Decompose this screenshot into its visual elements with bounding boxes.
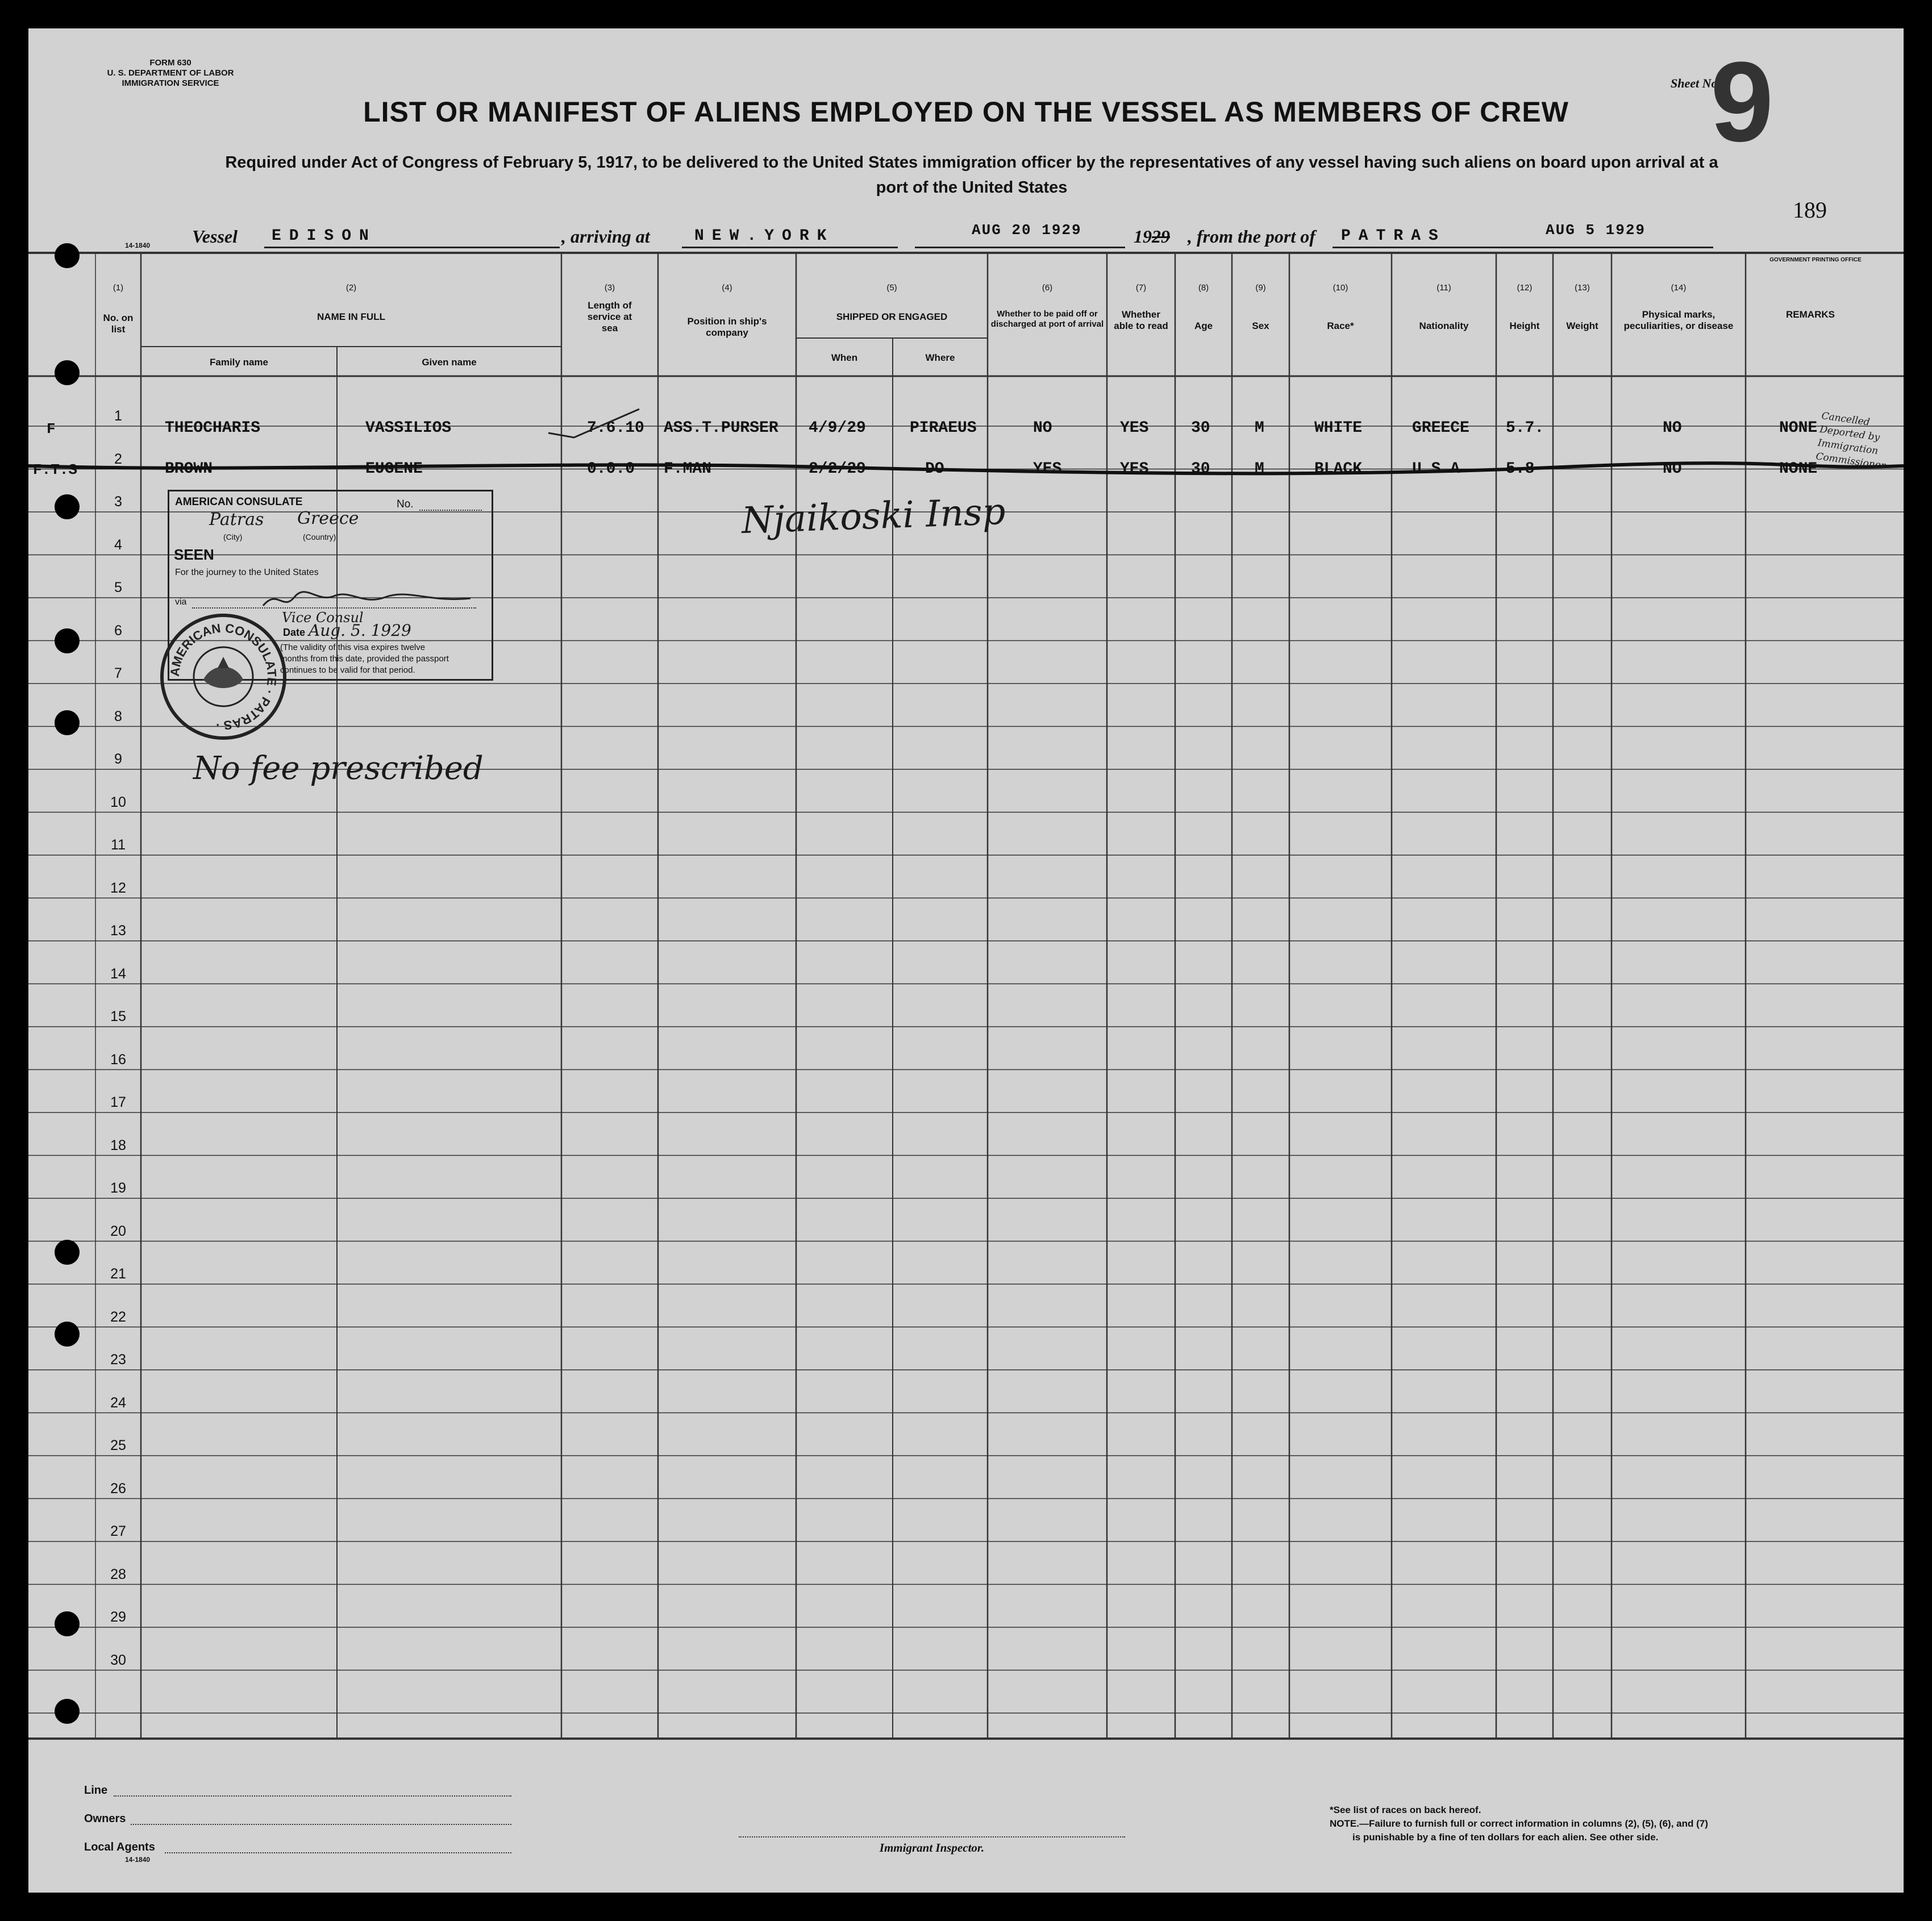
row-2-remarks: NONE xyxy=(1779,460,1818,478)
col-11-number: (11) xyxy=(1436,283,1451,293)
row-number: 23 xyxy=(110,1352,126,1368)
footer-agents-label: Local Agents xyxy=(84,1841,155,1853)
row-number: 17 xyxy=(110,1094,126,1110)
col-13-number: (13) xyxy=(1575,283,1590,293)
col-2-label: NAME IN FULL xyxy=(317,311,385,322)
sheet-label: Sheet No. xyxy=(1671,76,1721,90)
seal-text: AMERICAN CONSULATE · PATRAS · xyxy=(167,620,280,733)
stamp-date-label: Date xyxy=(283,627,306,638)
row-number: 9 xyxy=(114,751,122,767)
footer-owners-field xyxy=(131,1824,511,1825)
binder-hole xyxy=(55,494,80,519)
footer-owners-label: Owners xyxy=(84,1812,126,1825)
row-number: 12 xyxy=(110,880,126,896)
row-number: 5 xyxy=(114,580,122,595)
binder-hole xyxy=(55,628,80,653)
stamp-city-label: (City) xyxy=(223,532,243,541)
row-1-given-name: VASSILIOS xyxy=(365,419,452,437)
row-2-nationality: U.S.A xyxy=(1412,460,1460,478)
row-1-nationality: GREECE xyxy=(1412,419,1469,437)
stamp-consul-label: Vice Consul xyxy=(282,610,364,626)
form-number: FORM 630 xyxy=(149,58,191,68)
col-remarks-label: REMARKS xyxy=(1786,309,1835,320)
row-1-age: 30 xyxy=(1191,419,1210,437)
col-5-number: (5) xyxy=(886,283,897,293)
col-6-label: Whether to be paid off or discharged at port of arrival xyxy=(990,309,1104,329)
col-8-label: Age xyxy=(1194,320,1213,331)
col-14-label: Physical marks, peculiarities, or disease xyxy=(1623,309,1734,331)
inspector-field xyxy=(739,1836,1125,1837)
row-1-position: ASS.T.PURSER xyxy=(664,419,778,437)
row-number: 15 xyxy=(110,1009,126,1024)
consulate-seal xyxy=(160,614,286,740)
form-code: 14-1840 xyxy=(125,241,151,249)
stamp-via-label: via xyxy=(175,597,187,607)
col-7-number: (7) xyxy=(1135,283,1147,293)
page-number: 189 xyxy=(1793,197,1827,223)
subtitle-line-2: port of the United States xyxy=(876,178,1068,197)
stamp-validity-3: continues to be valid for that period. xyxy=(280,665,415,675)
footer-line-field xyxy=(114,1795,511,1797)
binder-hole xyxy=(55,1611,80,1636)
row-number: 30 xyxy=(110,1652,126,1668)
row-number: 11 xyxy=(111,837,126,853)
col-5-label: SHIPPED OR ENGAGED xyxy=(836,311,948,322)
stamp-no-line xyxy=(419,510,482,511)
row-2-service: 0.0.0 xyxy=(587,460,635,478)
inspector-signature: Njaikoski Insp xyxy=(740,490,1006,543)
row-number: 6 xyxy=(114,622,122,639)
col-3-number: (3) xyxy=(604,283,615,293)
department: U. S. DEPARTMENT OF LABOR xyxy=(107,68,234,78)
row-number: 29 xyxy=(110,1609,126,1625)
arriving-port: NEW.YORK xyxy=(694,227,835,245)
departure-date-stamp: AUG 5 1929 xyxy=(1546,222,1646,239)
gpo-note: GOVERNMENT PRINTING OFFICE xyxy=(1769,257,1862,263)
col-2-sub-family: Family name xyxy=(210,357,268,368)
stamp-heading: AMERICAN CONSULATE xyxy=(175,496,303,508)
row-1-service: 7.6.10 xyxy=(587,419,644,437)
row-number: 28 xyxy=(110,1566,126,1582)
col-13-label: Weight xyxy=(1566,320,1598,331)
row-number: 16 xyxy=(110,1051,126,1068)
row-number: 20 xyxy=(110,1223,126,1239)
fee-note: No fee prescribed xyxy=(193,750,484,787)
row-2-marks: NO xyxy=(1663,460,1682,478)
row-1-margin-mark: F xyxy=(47,420,56,437)
col-14-number: (14) xyxy=(1671,283,1687,293)
col-1-number: (1) xyxy=(113,283,124,293)
col-8-number: (8) xyxy=(1198,283,1209,293)
binder-hole xyxy=(55,1699,80,1724)
row-number: 2 xyxy=(114,451,122,467)
row-1-where: PIRAEUS xyxy=(910,419,977,437)
row-number: 4 xyxy=(114,536,122,553)
row-2-where: DO xyxy=(925,460,944,478)
row-number: 26 xyxy=(110,1480,126,1497)
row-number: 19 xyxy=(110,1180,126,1196)
row-number: 24 xyxy=(110,1394,126,1411)
col-3-label: Length of service at sea xyxy=(587,300,632,334)
col-12-number: (12) xyxy=(1517,283,1533,293)
col-9-number: (9) xyxy=(1255,283,1266,293)
row-2-family-name: BROWN xyxy=(165,460,213,478)
row-number: 14 xyxy=(110,965,126,982)
row-2-margin-mark: F.T.S xyxy=(33,461,78,478)
col-12-label: Height xyxy=(1509,320,1540,331)
row-2-read: YES xyxy=(1120,460,1149,478)
row-number: 7 xyxy=(114,665,122,681)
from-port: PATRAS xyxy=(1341,227,1446,245)
col-4-number: (4) xyxy=(722,283,732,293)
stamp-country: Greece xyxy=(297,509,359,528)
arriving-label: , arriving at xyxy=(561,226,650,247)
row-1-marks: NO xyxy=(1663,419,1682,437)
row-number: 21 xyxy=(110,1266,126,1282)
col-2-number: (2) xyxy=(345,283,357,293)
row-2-given-name: EUGENE xyxy=(365,460,423,478)
subtitle-line-1: Required under Act of Congress of February 5, 1917, to be delivered to the United States immigration officer by the representatives of any vessel having such aliens on board upon arrival at a xyxy=(225,153,1718,172)
seal-graphic xyxy=(164,617,283,736)
footer-note-1: NOTE.—Failure to furnish full or correct information in columns (2), (5), (6), and (7) xyxy=(1330,1818,1708,1829)
footer-agents-field xyxy=(165,1852,511,1853)
row-2-position: F.MAN xyxy=(664,460,712,478)
sheet-number: 9 xyxy=(1710,39,1774,165)
row-1-race: WHITE xyxy=(1314,419,1363,437)
binder-hole xyxy=(55,243,80,268)
stamp-country-label: (Country) xyxy=(303,532,336,541)
col-5-sub-when: When xyxy=(831,352,858,363)
stamp-seen: SEEN xyxy=(174,546,214,563)
stamp-city: Patras xyxy=(209,510,264,530)
row-number: 18 xyxy=(110,1137,126,1153)
row-number: 1 xyxy=(114,408,122,424)
page-title: LIST OR MANIFEST OF ALIENS EMPLOYED ON THE VESSEL AS MEMBERS OF CREW xyxy=(363,96,1569,128)
row-1-height: 5.7. xyxy=(1506,419,1544,437)
footer-agents-code: 14-1840 xyxy=(125,1856,151,1864)
service: IMMIGRATION SERVICE xyxy=(122,78,219,88)
row-number: 10 xyxy=(110,794,126,810)
stamp-date-value: Aug. 5. 1929 xyxy=(309,621,411,640)
stamp-validity-2: months from this date, provided the passport xyxy=(280,654,449,664)
col-10-label: Race* xyxy=(1327,320,1354,331)
row-2-strike-line xyxy=(28,463,1904,473)
row-1-paid-off: NO xyxy=(1033,419,1052,437)
row-2-sex: M xyxy=(1255,460,1264,478)
row-1-read: YES xyxy=(1120,419,1149,437)
binder-hole xyxy=(55,360,80,385)
footer-races-note: *See list of races on back hereof. xyxy=(1330,1805,1481,1815)
year-prefix: 19 xyxy=(1134,226,1152,247)
remarks-handwritten-note: Cancelled Deported by Immigration Commissioner xyxy=(1815,410,1887,472)
row-number: 13 xyxy=(110,923,126,939)
col-6-number: (6) xyxy=(1042,283,1053,293)
binder-hole xyxy=(55,710,80,735)
vessel-label: Vessel xyxy=(192,226,238,247)
stamp-validity-1: (The validity of this visa expires twelve xyxy=(280,643,426,652)
row-1-family-name: THEOCHARIS xyxy=(165,419,261,437)
year-suffix: 29 xyxy=(1152,226,1170,247)
row-2-age: 30 xyxy=(1191,460,1210,478)
row-number: 22 xyxy=(110,1309,126,1325)
row-2-paid-off: YES xyxy=(1033,460,1062,478)
manifest-sheet xyxy=(28,28,1904,1893)
stamp-no-label: No. xyxy=(397,498,414,510)
col-7-label: Whether able to read xyxy=(1114,309,1168,331)
col-9-label: Sex xyxy=(1252,320,1269,331)
col-11-label: Nationality xyxy=(1419,320,1469,331)
row-1-remarks: NONE xyxy=(1779,419,1818,437)
row-number: 8 xyxy=(114,708,122,724)
row-1-when: 4/9/29 xyxy=(809,419,866,437)
row-1-sex: M xyxy=(1255,419,1264,437)
row-2-height: 5.8 xyxy=(1506,460,1535,478)
footer-note-2: is punishable by a fine of ten dollars for each alien. See other side. xyxy=(1352,1832,1659,1843)
binder-hole xyxy=(55,1240,80,1265)
row-number: 25 xyxy=(110,1437,126,1453)
binder-hole xyxy=(55,1322,80,1347)
row-number: 3 xyxy=(114,494,122,510)
row-2-when: 2/2/29 xyxy=(809,460,866,478)
from-port-label: , from the port of xyxy=(1188,226,1315,247)
row-number: 27 xyxy=(110,1523,126,1539)
check-mark xyxy=(548,409,639,437)
col-1-label: No. on list xyxy=(103,312,134,335)
col-4-label: Position in ship's company xyxy=(687,316,767,338)
col-10-number: (10) xyxy=(1333,283,1348,293)
arrival-date-stamp: AUG 20 1929 xyxy=(972,222,1082,239)
row-2-race: BLACK xyxy=(1314,460,1363,478)
stamp-journey: For the journey to the United States xyxy=(175,568,319,577)
vessel-name: EDISON xyxy=(272,227,377,245)
footer-line-label: Line xyxy=(84,1784,108,1797)
col-5-sub-where: Where xyxy=(925,352,955,363)
inspector-label: Immigrant Inspector. xyxy=(879,1841,985,1855)
col-2-sub-given: Given name xyxy=(422,357,477,368)
